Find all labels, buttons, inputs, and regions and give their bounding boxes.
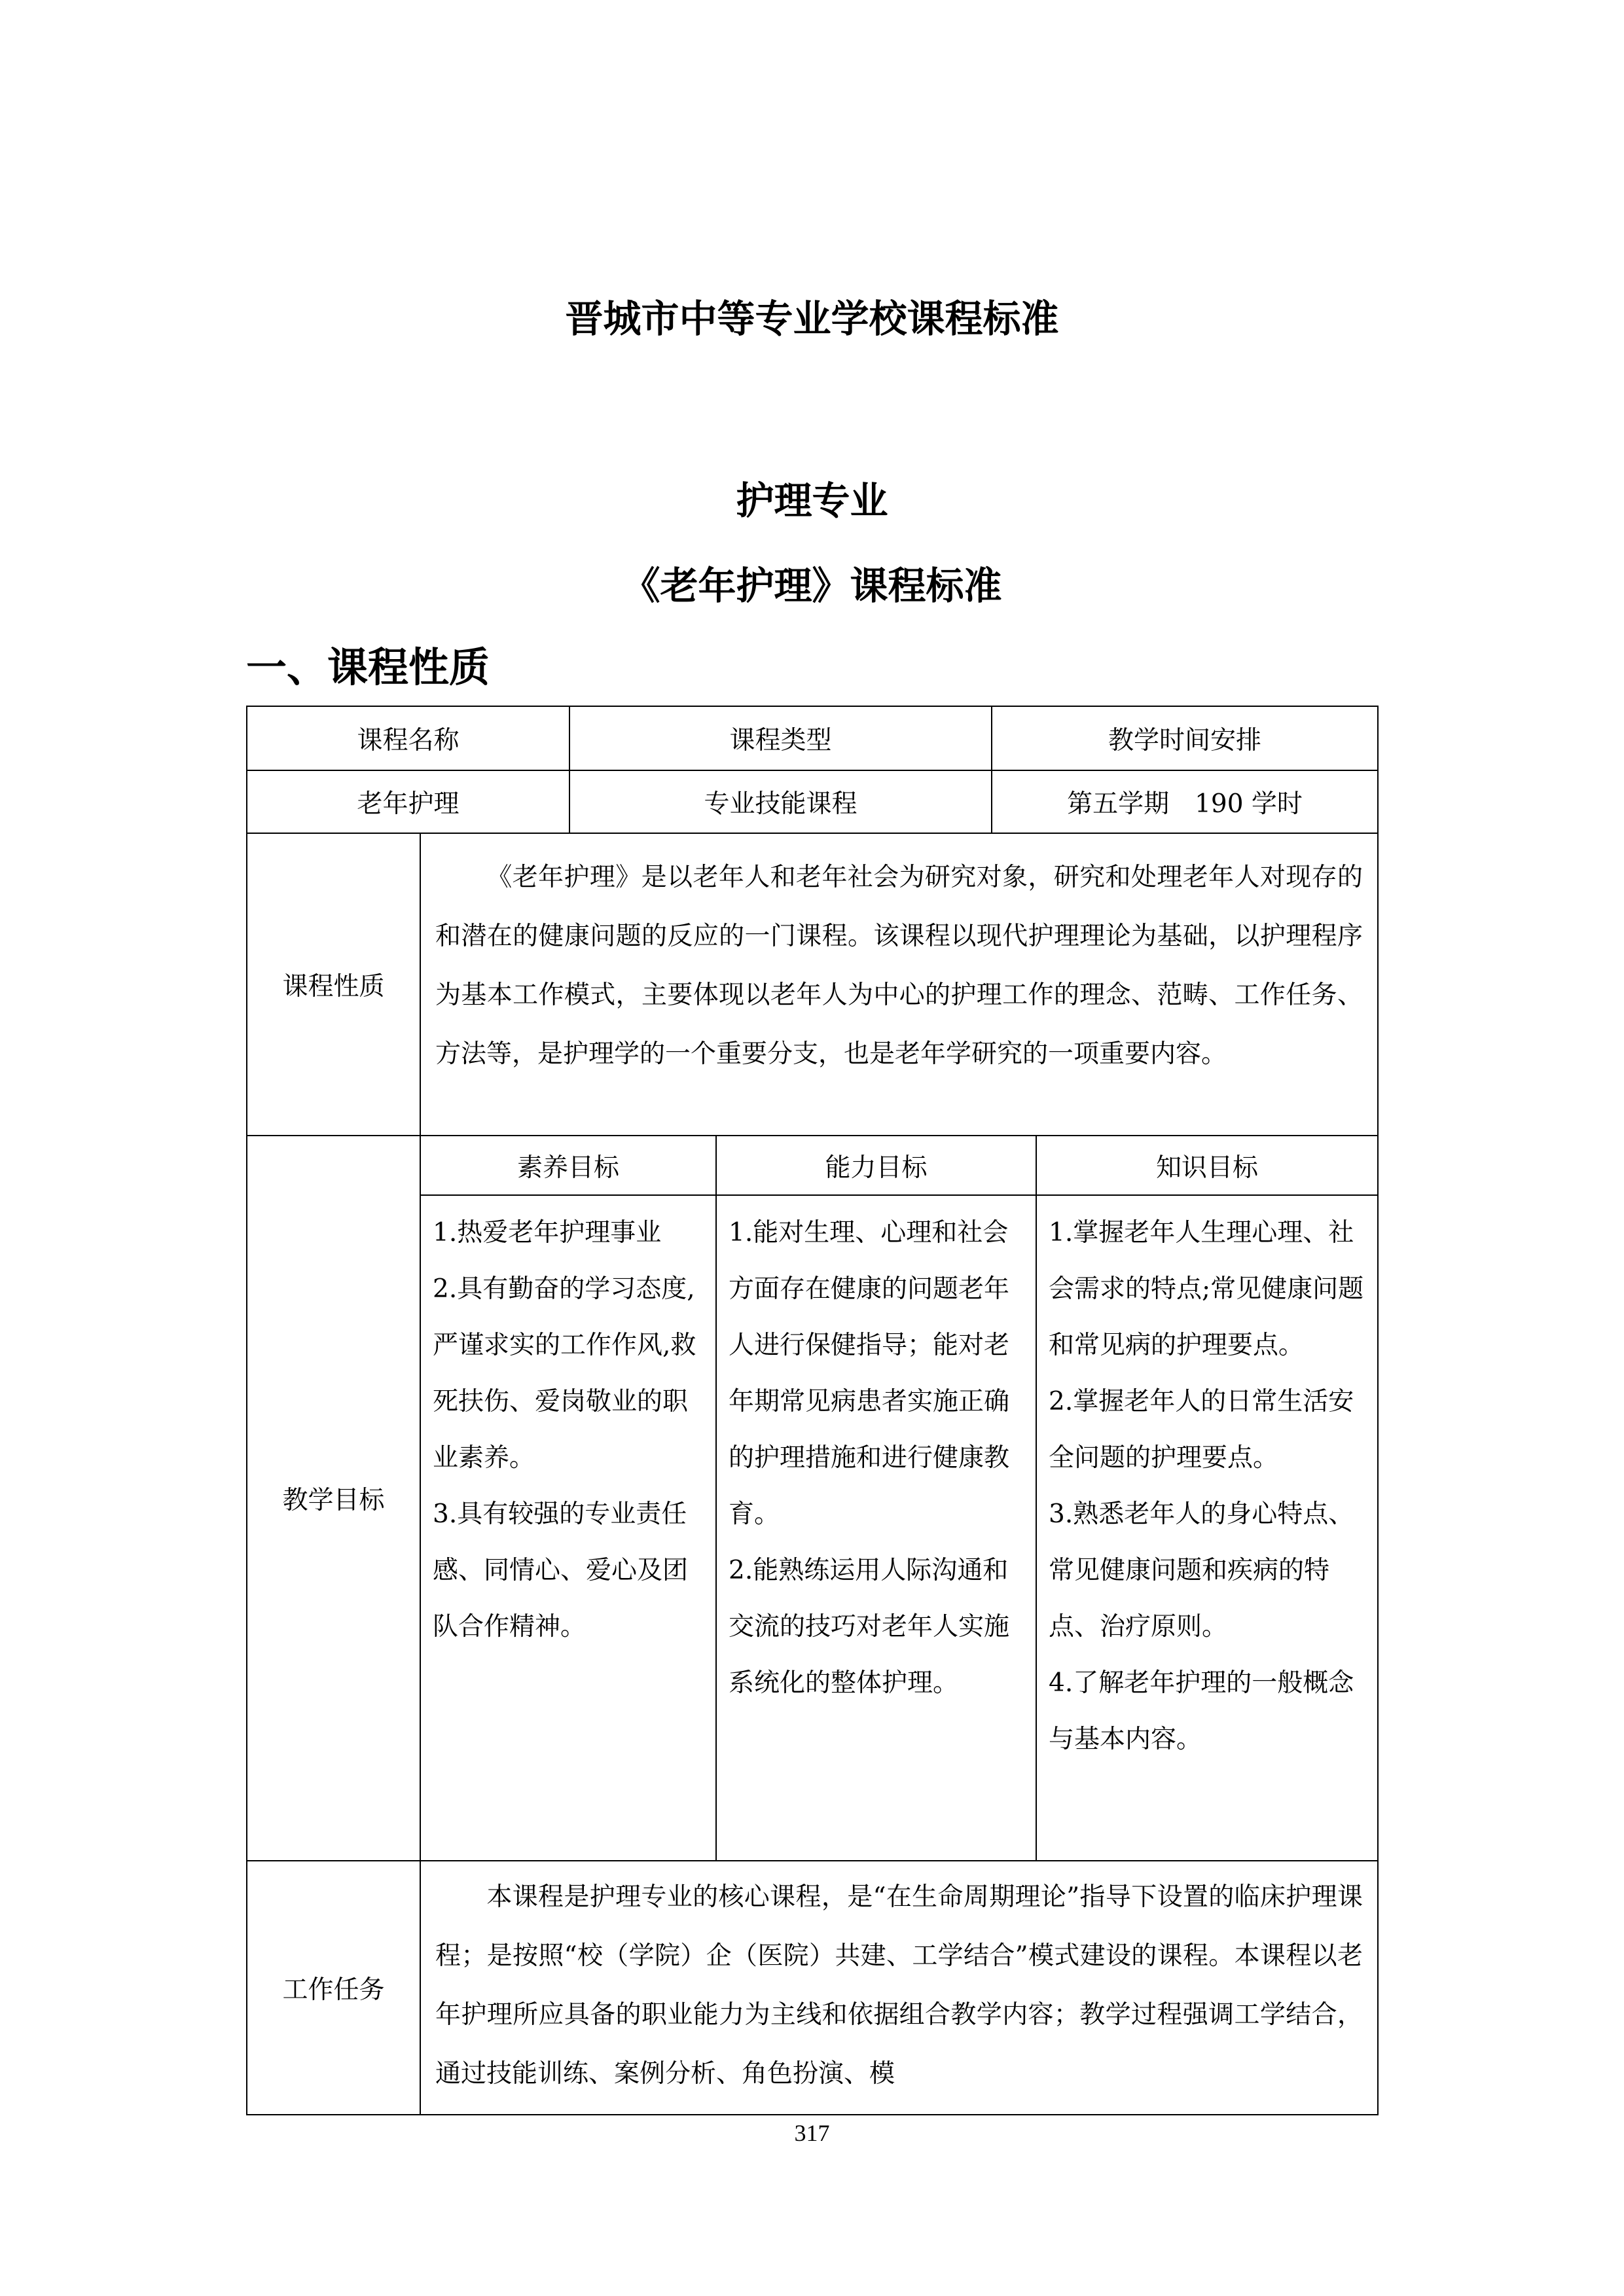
- tasks-cell: [420, 1861, 1378, 2115]
- tasks-text: 本课程是护理专业的核心课程，是“在生命周期理论”指导下设置的临床护理课程；是按照“校（学院）企（医院）共建、工学结合”模式建设的课程。本课程以老年护理所应具备的职业能力为主线和依据组合教学内容；教学过程强调工学结合，通过技能训练、案例分析、角色扮演、模: [435, 1882, 1363, 2089]
- course-type-value: 专业技能课程: [569, 770, 992, 833]
- knowledge-goal-item: 2.掌握老年人的日常生活安全问题的护理要点。: [1049, 1387, 1354, 1473]
- goals-content-row: [421, 1195, 1377, 1860]
- goals-row: [247, 1136, 1378, 1861]
- nature-cell: [420, 833, 1378, 1136]
- quality-goal-item: 3.具有较强的专业责任感、同情心、爱心及团队合作精神。: [433, 1499, 689, 1641]
- goal-header-knowledge: 知识目标: [1036, 1136, 1377, 1195]
- knowledge-goal-item: 3.熟悉老年人的身心特点、常见健康问题和疾病的特点、治疗原则。: [1049, 1499, 1354, 1641]
- document-title: 晋城市中等专业学校课程标准: [565, 296, 1059, 341]
- quality-goal-item: 2.具有勤奋的学习态度,严谨求实的工作作风,救死扶伤、爱岗敬业的职业素养。: [433, 1274, 696, 1473]
- goals-cell: [420, 1136, 1378, 1861]
- course-table: [246, 706, 1379, 2115]
- ability-goals: [716, 1195, 1036, 1860]
- goals-label: 教学目标: [247, 1136, 420, 1861]
- ability-goal-item: 1.能对生理、心理和社会方面存在健康的问题老年人进行保健指导；能对老年期常见病患者实施正确的护理措施和进行健康教育。: [729, 1218, 1010, 1529]
- nature-row: [247, 833, 1378, 1136]
- goals-header-row: [421, 1136, 1377, 1195]
- value-row: [247, 770, 1378, 833]
- knowledge-goals: [1036, 1195, 1377, 1860]
- course-title: 《老年护理》课程标准: [622, 564, 1002, 608]
- quality-goals: [421, 1195, 716, 1860]
- goal-header-ability: 能力目标: [716, 1136, 1036, 1195]
- ability-goal-item: 2.能熟练运用人际沟通和交流的技巧对老年人实施系统化的整体护理。: [729, 1556, 1010, 1698]
- section-heading: 一、课程性质: [246, 643, 490, 691]
- header-course-type: 课程类型: [569, 706, 992, 770]
- goals-table: [421, 1136, 1377, 1860]
- header-schedule: 教学时间安排: [992, 706, 1378, 770]
- header-course-name: 课程名称: [247, 706, 569, 770]
- nature-label: 课程性质: [247, 833, 420, 1136]
- nature-text: 《老年护理》是以老年人和老年社会为研究对象，研究和处理老年人对现存的和潜在的健康问题的反应的一门课程。该课程以现代护理理论为基础，以护理程序为基本工作模式，主要体现以老年人为中心的护理工作的理念、范畴、工作任务、方法等，是护理学的一个重要分支，也是老年学研究的一项重要内容。: [435, 863, 1363, 1069]
- schedule-value: 第五学期 190 学时: [992, 770, 1378, 833]
- tasks-label: 工作任务: [247, 1861, 420, 2115]
- knowledge-goal-item: 4.了解老年护理的一般概念与基本内容。: [1049, 1668, 1354, 1754]
- tasks-row: [247, 1861, 1378, 2115]
- page-number: 317: [794, 2120, 830, 2146]
- quality-goal-item: 1.热爱老年护理事业: [433, 1218, 662, 1247]
- course-name-value: 老年护理: [247, 770, 569, 833]
- goal-header-quality: 素养目标: [421, 1136, 716, 1195]
- major-title: 护理专业: [736, 478, 888, 523]
- knowledge-goal-item: 1.掌握老年人生理心理、社会需求的特点;常见健康问题和常见病的护理要点。: [1049, 1218, 1364, 1360]
- header-row: [247, 706, 1378, 770]
